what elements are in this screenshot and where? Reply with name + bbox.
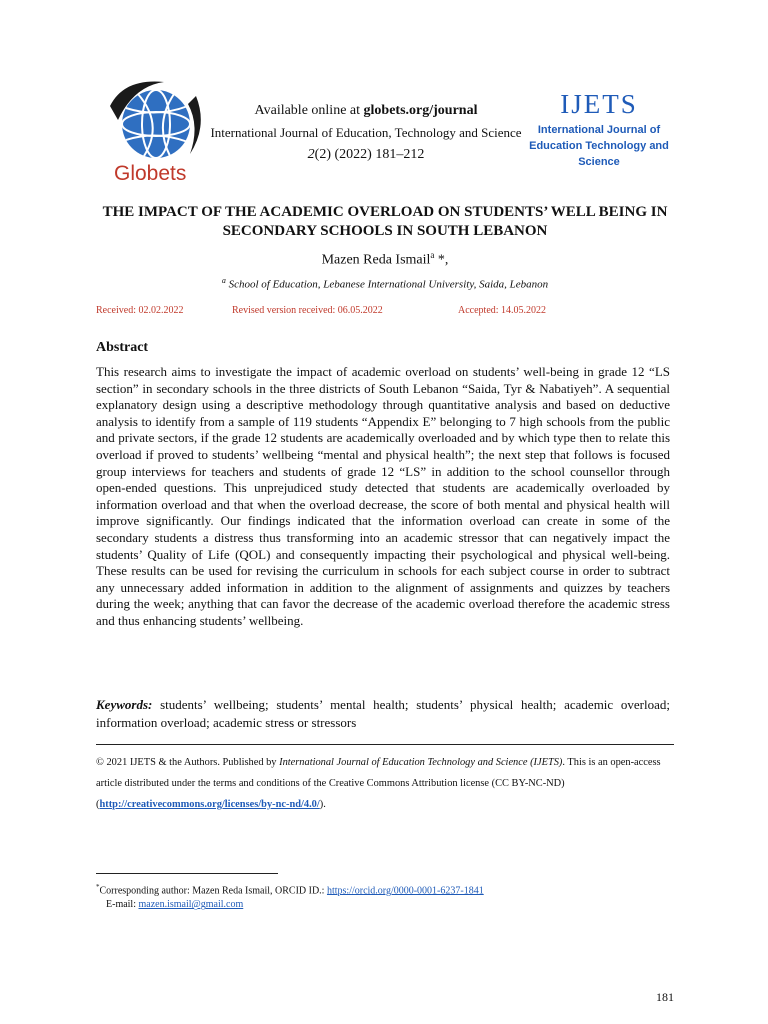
accepted-date: Accepted: 14.05.2022 <box>458 305 547 316</box>
volume-info: 2(2) (2022) 181–212 <box>307 147 425 162</box>
journal-full-name: International Journal of Education, Technology and Science <box>210 125 522 140</box>
license-link[interactable]: http://creativecommons.org/licenses/by-nc-nd/4.0/ <box>99 799 320 810</box>
license-notice: © 2021 IJETS & the Authors. Published by International Journal of Education Technology and Science (IJETS). This is an open-access article distributed under the terms and conditions of the Creative Commons Attribution license (CC BY-NC-ND) (http://creativecommons.org/licenses/by-nc-nd/4.0/). <box>96 757 661 810</box>
corresponding-author: *Corresponding author: Mazen Reda Ismail, ORCID ID.: https://orcid.org/0000-0001-6237-1841 <box>96 883 484 897</box>
globets-logo-text: Globets <box>114 162 187 185</box>
email-line: E-mail: mazen.ismail@gmail.com <box>106 899 244 911</box>
received-date: Received: 02.02.2022 <box>96 305 184 316</box>
page-number: 181 <box>656 990 674 1004</box>
footnote-divider <box>96 873 278 874</box>
abstract-heading: Abstract <box>96 340 149 355</box>
keywords: Keywords: students’ wellbeing; students’ mental health; students’ physical health; academic overload; information overload; academic stress or stressors <box>96 697 670 730</box>
abstract-body: This research aims to investigate the impact of academic overload on students’ well-being in grade 12 “LS section” in secondary schools in the three districts of South Lebanon “Saida, Tyr & Nabatiyeh”. A sequential explanatory design using a descriptive methodology through quantitative analysis and based on deductive analysis to identify from a sample of 119 students “Appendix E” belonging to 7 high schools from the public and private sectors, if the grade 12 students are academically overloaded and by which type then to relate this overload if proved to students’ wellbeing “mental and physical health”; the next step that follows is focused group interviews for teachers and students of grade 12 “LS” in addition to the school counsellor through open-ended questions. This unprejudiced study detected that students are academically overloaded by information overload and that when the overload decrease, the score of both mental and physical health will improve significantly. Our findings indicated that the information overload can create in some of the secondary students a distress thus transforming into an academic stressor that can negatively impact the students’ Quality of Life (QOL) and consequently impacting their psychological and physical well-being. These results can be used for revising the curriculum in schools for each subject course in order to subtract any unnecessary added information in addition to the alignment of assignments and quizzes by teachers during the week; anything that can favor the decrease of the academic overload therefore the academic stress and thus enhancing students’ wellbeing. <box>96 364 670 628</box>
affiliation: $^a$ School of Education, Lebanese International University, Saida, Lebanon <box>221 276 549 291</box>
journal-site-link[interactable]: globets.org/journal <box>363 103 478 118</box>
footnote <box>96 880 674 912</box>
ijets-mark: IJETS <box>560 89 638 119</box>
ijets-logo <box>524 86 674 170</box>
author-line: Mazen Reda Ismail$^a$ *, <box>321 250 449 268</box>
available-online-line: Available online at globets.org/journal <box>254 103 478 118</box>
orcid-link[interactable]: https://orcid.org/0000-0001-6237-1841 <box>326 885 484 897</box>
divider <box>96 744 674 745</box>
revised-date: Revised version received: 06.05.2022 <box>232 305 383 316</box>
article-title: THE IMPACT OF THE ACADEMIC OVERLOAD ON STUDENTS’ WELL BEING IN SECONDARY SCHOOLS IN SOUTH LEBANON <box>102 204 668 239</box>
journal-header <box>210 100 522 166</box>
ijets-full-name: International Journal of Education Technology and Science <box>529 124 669 168</box>
email-link[interactable]: mazen.ismail@gmail.com <box>138 899 244 911</box>
